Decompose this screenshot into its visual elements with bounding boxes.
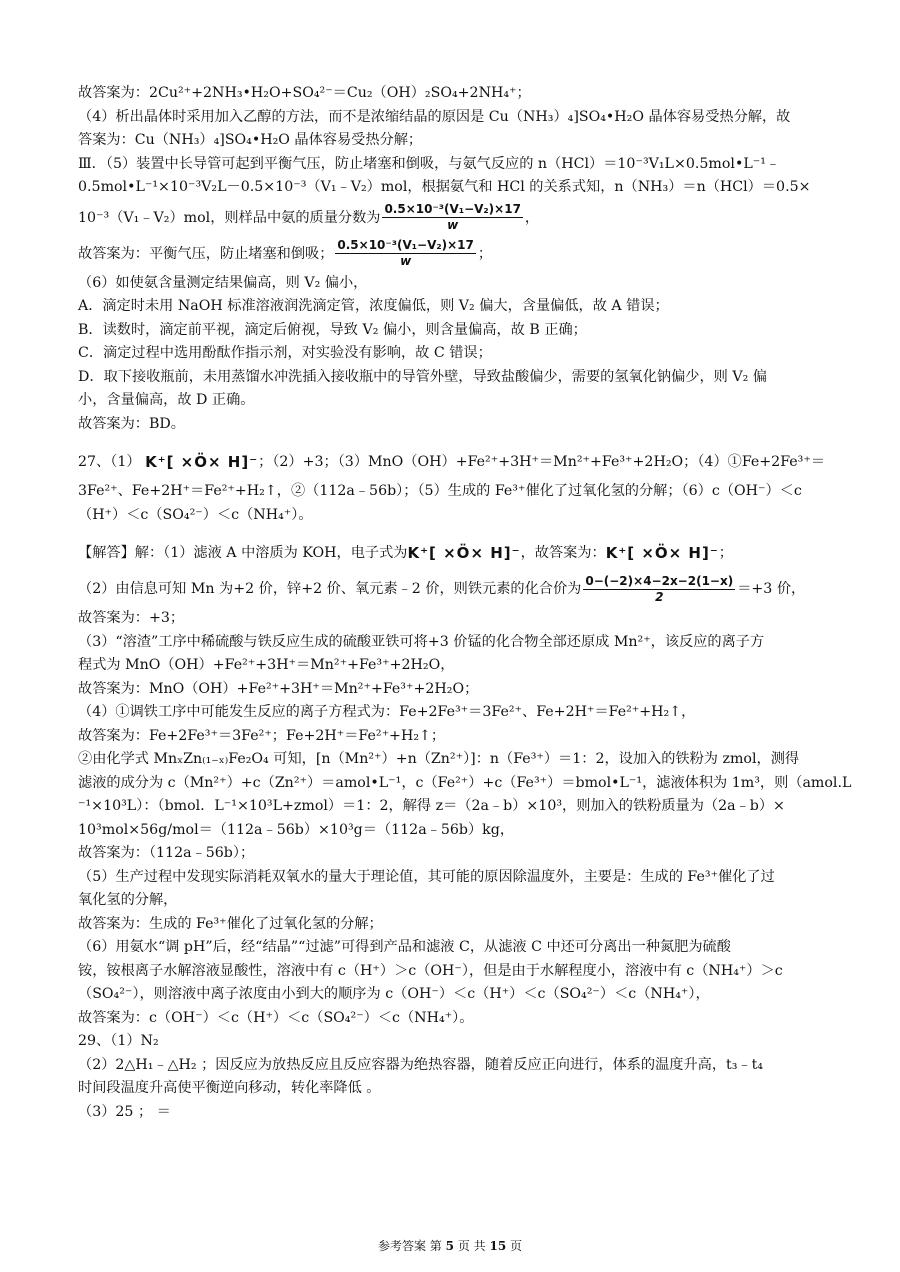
text-line: （5）生产过程中发现实际消耗双氧水的量大于理论值，其可能的原因除温度外，主要是：生成的 Fe³⁺催化了过 <box>78 868 775 885</box>
text-line: 故答案为：+3； <box>78 610 185 626</box>
formula-numerator: 0.5×10⁻³(V₁−V₂)×17 <box>384 202 521 216</box>
text-line: B．读数时，滴定前平视，滴定后俯视，导致 V₂ 偏小，则含量偏高，故 B 正确； <box>78 321 587 338</box>
text-line: 小，含量偏高，故 D 正确。 <box>78 392 255 408</box>
text-line: ②由化学式 MnₓZn₍₁₋ₓ₎Fe₂O₄ 可知，[n（Mn²⁺）+n（Zn²⁺）]：n（Fe³⁺）＝1：2，设加入的铁粉为 zmol，测得 <box>78 751 800 767</box>
text-line: 程式为 MnO（OH）+Fe²⁺+3H⁺＝Mn²⁺+Fe³⁺+2H₂O， <box>78 657 455 673</box>
text-line: 故答案为：（112a﹣56b）； <box>78 845 255 861</box>
text-line: 时间段温度升高使平衡逆向移动，转化率降低 。 <box>78 1080 381 1096</box>
footer-page-number: 5 <box>445 1239 454 1253</box>
valence-formula <box>583 574 735 605</box>
text-line: （4）①调铁工序中可能发生反应的离子方程式为：Fe+2Fe³⁺＝3Fe²⁺、Fe+2H⁺＝Fe²⁺+H₂↑， <box>78 704 696 720</box>
electron-formula: K⁺[ ×Ö× H]⁻ <box>407 544 521 562</box>
text-line-with-formula <box>78 535 830 571</box>
text-line: 故答案为：MnO（OH）+Fe²⁺+3H⁺＝Mn²⁺+Fe³⁺+2H₂O； <box>78 680 479 697</box>
text-segment: 10⁻³（V₁﹣V₂）mol，则样品中氨的质量分数为 <box>78 209 381 226</box>
text-segment: ＝+3 价， <box>737 581 806 597</box>
text-line: （6）用氨水“调 pH”后，经“结晶”“过滤”可得到产品和滤液 C，从滤液 C 中还可分离出一种氮肥为硫酸 <box>78 939 731 955</box>
text-segment: ，故答案为： <box>520 545 606 561</box>
text-line: （SO₄²⁻），则溶液中离子浓度由小到大的顺序为 c（OH⁻）＜c（H⁺）＜c（SO₄²⁻）＜c（NH₄⁺）， <box>78 986 710 1002</box>
text-line-with-formula <box>78 571 830 607</box>
text-line: 铵，铵根离子水解溶液显酸性，溶液中有 c（H⁺）＞c（OH⁻），但是由于水解程度小，溶液中有 c（NH₄⁺）＞c <box>78 962 783 979</box>
punctuation: ； <box>718 545 733 561</box>
punctuation: ； <box>477 245 493 262</box>
formula-denominator: 2 <box>655 589 664 604</box>
text-segment: 【解答】解：（1）滤液 A 中溶质为 KOH，电子式为 <box>78 545 408 561</box>
text-line: 滤液的成分为 c（Mn²⁺）+c（Zn²⁺）＝amol•L⁻¹，c（Fe²⁺）+c（Fe³⁺）＝bmol•L⁻¹，滤液体积为 1m³，则（amol.L <box>78 774 852 791</box>
text-line: 故答案为：c（OH⁻）＜c（H⁺）＜c（SO₄²⁻）＜c（NH₄⁺）。 <box>78 1009 474 1026</box>
text-line: （2）2△H₁﹣△H₂ ；因反应为放热反应且反应容器为绝热容器，随着反应正向进行，体系的温度升高，t₃﹣t₄ <box>78 1056 763 1073</box>
text-line: 0.5mol•L⁻¹×10⁻³V₂L－0.5×10⁻³（V₁﹣V₂）mol，根据氨气和 HCl 的关系式知，n（NH₃）＝n（HCl）＝0.5× <box>78 179 811 195</box>
formula-numerator: 0.5×10⁻³(V₁−V₂)×17 <box>337 238 474 252</box>
electron-formula: K⁺[ ×Ö× H]⁻ <box>145 453 259 471</box>
text-line: （4）析出晶体时采用加入乙醇的方法，而不是浓缩结晶的原因是 Cu（NH₃）₄]SO₄•H₂O 晶体容易受热分解，故 <box>78 108 791 125</box>
text-segment: ；（2）+3；（3）MnO（OH）+Fe²⁺+3H⁺＝Mn²⁺+Fe³⁺+2H₂O；（4）①Fe+2Fe³⁺＝ <box>258 454 826 470</box>
text-line: （6）如使氨含量测定结果偏高，则 V₂ 偏小， <box>78 274 368 291</box>
text-line-with-formula <box>78 200 830 236</box>
formula-denominator: w <box>400 254 412 268</box>
text-line: （3）“溶渣”工序中稀硫酸与铁反应生成的硫酸亚铁可将+3 价锰的化合物全部还原成 Mn²⁺，该反应的离子方 <box>78 633 765 650</box>
text-line: A．滴定时未用 NaOH 标准溶液润洗滴定管，浓度偏低，则 V₂ 偏大，含量偏低，故 A 错误； <box>78 298 669 314</box>
text-line: Ⅲ．（5）装置中长导管可起到平衡气压，防止堵塞和倒吸，与氨气反应的 n（HCl）＝10⁻³V₁L×0.5mol•L⁻¹﹣ <box>78 155 781 172</box>
electron-formula: K⁺[ ×Ö× H]⁻ <box>605 544 719 562</box>
text-line-with-formula <box>78 236 830 272</box>
footer-mid: 页 共 <box>457 1239 486 1253</box>
text-line: 故答案为：Fe+2Fe³⁺＝3Fe²⁺；Fe+2H⁺＝Fe²⁺+H₂↑； <box>78 727 446 744</box>
text-line-with-formula <box>78 444 830 480</box>
text-line: D．取下接收瓶前，未用蒸馏水冲洗插入接收瓶中的导管外壁，导致盐酸偏少，需要的氢氧化钠偏少，则 V₂ 偏 <box>78 368 767 385</box>
spacer <box>78 527 830 535</box>
footer-prefix: 参考答案 第 <box>377 1239 442 1253</box>
text-segment: 27、（1） <box>78 454 141 470</box>
text-line: （3）25 ； ＝ <box>78 1103 171 1120</box>
formula-denominator: w <box>447 218 459 232</box>
mass-fraction-formula <box>335 238 475 269</box>
text-line: 故答案为：BD。 <box>78 415 185 432</box>
formula-numerator: 0−(−2)×4−2x−2(1−x) <box>585 573 734 588</box>
text-line: 氧化氢的分解， <box>78 892 178 908</box>
text-line: 故答案为：生成的 Fe³⁺催化了过氧化氢的分解； <box>78 915 383 932</box>
text-line: 答案为：Cu（NH₃）₄]SO₄•H₂O 晶体容易受热分解； <box>78 132 423 148</box>
text-segment: （2）由信息可知 Mn 为+2 价，锌+2 价、氧元素﹣2 价，则铁元素的化合价为 <box>78 581 582 597</box>
text-line: 3Fe²⁺、Fe+2H⁺＝Fe²⁺+H₂↑，②（112a﹣56b）；（5）生成的 Fe³⁺催化了过氧化氢的分解；（6）c（OH⁻）＜c <box>78 483 802 499</box>
footer-suffix: 页 <box>510 1239 523 1253</box>
answer-page <box>78 82 852 1124</box>
text-line: 29、（1）N₂ <box>78 1033 159 1049</box>
footer-total-pages: 15 <box>489 1239 507 1253</box>
text-line: （H⁺）＜c（SO₄²⁻）＜c（NH₄⁺）。 <box>78 506 313 523</box>
text-line: 故答案为：2Cu²⁺+2NH₃•H₂O+SO₄²⁻＝Cu₂（OH）₂SO₄+2NH₄⁺； <box>78 85 531 101</box>
text-line: 10³mol×56g/mol＝（112a﹣56b）×10³g＝（112a﹣56b）kg， <box>78 821 515 838</box>
spacer <box>78 436 830 444</box>
mass-fraction-formula <box>382 202 522 233</box>
page-footer <box>0 1237 900 1254</box>
punctuation: ， <box>524 209 540 226</box>
text-line: ⁻¹×10³L）：（bmol．L⁻¹×10³L+zmol）＝1：2，解得 z＝（2a﹣b）×10³，则加入的铁粉质量为（2a﹣b）× <box>78 798 785 814</box>
text-line: C．滴定过程中选用酚酞作指示剂，对实验没有影响，故 C 错误； <box>78 345 492 361</box>
text-segment: 故答案为：平衡气压，防止堵塞和倒吸； <box>78 245 334 262</box>
